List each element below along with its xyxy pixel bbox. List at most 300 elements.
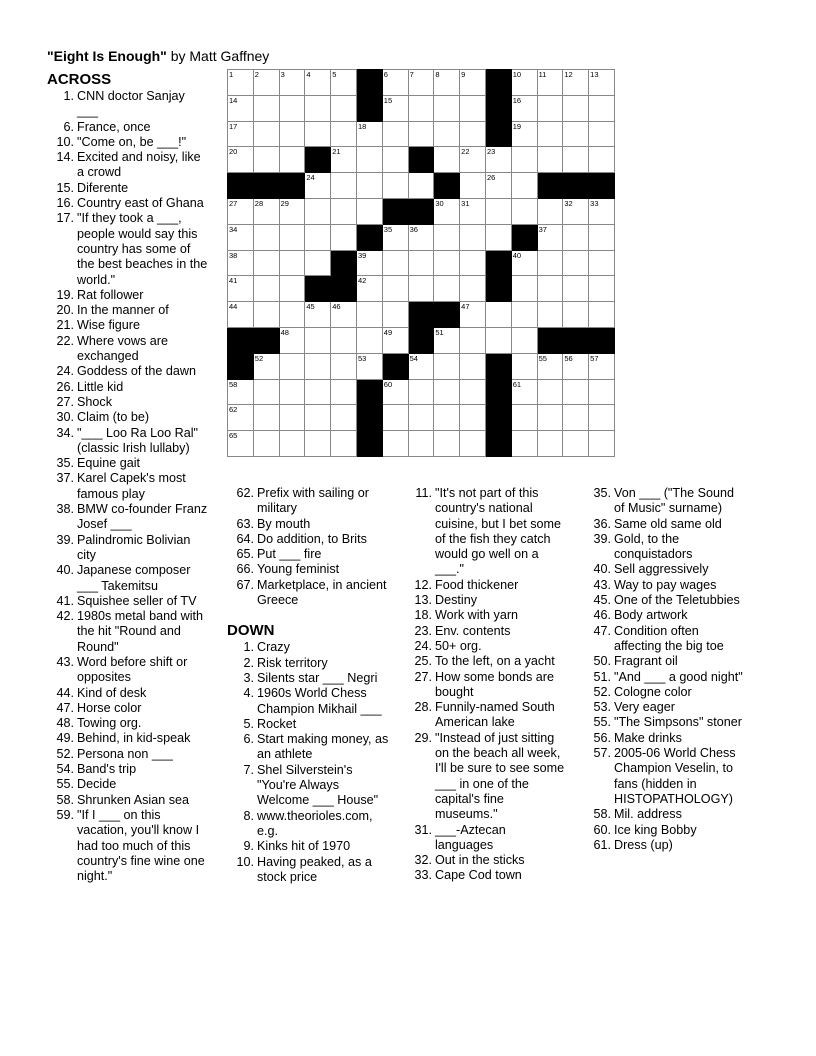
- grid-cell[interactable]: [511, 379, 537, 405]
- grid-cell[interactable]: [460, 250, 486, 276]
- clue-item[interactable]: [227, 656, 407, 671]
- clue-item[interactable]: [405, 868, 585, 883]
- grid-cell[interactable]: [460, 173, 486, 199]
- clue-item[interactable]: [47, 135, 222, 150]
- clue-item[interactable]: [584, 532, 764, 563]
- grid-cell[interactable]: [253, 276, 279, 302]
- grid-cell[interactable]: [305, 121, 331, 147]
- grid-cell[interactable]: [460, 70, 486, 96]
- grid-cell[interactable]: [589, 70, 615, 96]
- grid-cell[interactable]: [228, 405, 254, 431]
- grid-cell[interactable]: [356, 121, 382, 147]
- grid-cell[interactable]: [563, 353, 589, 379]
- grid-cell[interactable]: [485, 147, 511, 173]
- clue-item[interactable]: [47, 655, 222, 686]
- grid-cell[interactable]: [382, 302, 408, 328]
- clue-item[interactable]: [405, 731, 585, 823]
- clue-item[interactable]: [47, 150, 222, 181]
- grid-cell[interactable]: [563, 121, 589, 147]
- clue-text-line: Ice king Bobby: [614, 822, 697, 837]
- clue-item[interactable]: [227, 732, 407, 763]
- grid-cell[interactable]: [589, 224, 615, 250]
- cell-number: 58: [229, 379, 238, 389]
- grid-cell[interactable]: [589, 431, 615, 457]
- clue-item[interactable]: [405, 608, 585, 623]
- grid-cell[interactable]: [228, 379, 254, 405]
- grid-cell[interactable]: [305, 70, 331, 96]
- crossword-grid[interactable]: [227, 69, 615, 457]
- clue-item[interactable]: [405, 823, 585, 854]
- grid-cell[interactable]: [434, 250, 460, 276]
- grid-cell[interactable]: [537, 250, 563, 276]
- clue-item[interactable]: [47, 181, 222, 196]
- clue-text-line: Shrunken Asian sea: [77, 792, 190, 807]
- grid-cell[interactable]: [279, 379, 305, 405]
- grid-cell[interactable]: [408, 276, 434, 302]
- grid-cell[interactable]: [434, 70, 460, 96]
- clue-item[interactable]: [405, 853, 585, 868]
- grid-cell[interactable]: [511, 353, 537, 379]
- clue-item[interactable]: [584, 807, 764, 822]
- grid-cell[interactable]: [408, 405, 434, 431]
- grid-cell[interactable]: [460, 147, 486, 173]
- clue-item[interactable]: [584, 670, 764, 685]
- grid-cell[interactable]: [434, 147, 460, 173]
- grid-cell[interactable]: [253, 198, 279, 224]
- grid-cell[interactable]: [537, 224, 563, 250]
- clue-text-line: Condition often: [614, 623, 699, 638]
- grid-cell[interactable]: [382, 276, 408, 302]
- grid-cell[interactable]: [228, 302, 254, 328]
- grid-cell[interactable]: [228, 198, 254, 224]
- grid-cell[interactable]: [228, 250, 254, 276]
- clue-item[interactable]: [584, 731, 764, 746]
- grid-cell[interactable]: [537, 121, 563, 147]
- grid-cell[interactable]: [305, 250, 331, 276]
- grid-cell[interactable]: [563, 276, 589, 302]
- grid-cell[interactable]: [279, 353, 305, 379]
- clue-item[interactable]: [405, 700, 585, 731]
- clue-item[interactable]: [47, 380, 222, 395]
- grid-cell[interactable]: [589, 302, 615, 328]
- clue-item[interactable]: [47, 762, 222, 777]
- grid-cell[interactable]: [253, 95, 279, 121]
- grid-cell[interactable]: [279, 276, 305, 302]
- grid-cell[interactable]: [537, 276, 563, 302]
- grid-cell[interactable]: [434, 327, 460, 353]
- clue-item[interactable]: [584, 823, 764, 838]
- grid-cell[interactable]: [228, 224, 254, 250]
- grid-cell[interactable]: [279, 250, 305, 276]
- black-square: [537, 173, 563, 199]
- grid-cell[interactable]: [511, 302, 537, 328]
- clue-item[interactable]: [405, 639, 585, 654]
- grid-cell[interactable]: [460, 276, 486, 302]
- grid-cell[interactable]: [485, 302, 511, 328]
- grid-cell[interactable]: [511, 327, 537, 353]
- clue-item[interactable]: [47, 395, 222, 410]
- grid-cell[interactable]: [305, 353, 331, 379]
- clue-item[interactable]: [47, 211, 222, 287]
- grid-cell[interactable]: [331, 224, 357, 250]
- grid-cell[interactable]: [511, 95, 537, 121]
- grid-cell[interactable]: [331, 173, 357, 199]
- grid-cell[interactable]: [460, 405, 486, 431]
- grid-cell[interactable]: [537, 353, 563, 379]
- grid-cell[interactable]: [537, 405, 563, 431]
- clue-text-line: had too much of this: [77, 838, 191, 853]
- clue-number: 56.: [593, 730, 611, 745]
- clue-item[interactable]: [584, 608, 764, 623]
- grid-cell[interactable]: [563, 250, 589, 276]
- clue-text-line: Goddess of the dawn: [77, 364, 197, 379]
- grid-cell[interactable]: [305, 224, 331, 250]
- grid-cell[interactable]: [382, 250, 408, 276]
- grid-cell[interactable]: [382, 431, 408, 457]
- grid-cell[interactable]: [537, 302, 563, 328]
- grid-cell[interactable]: [408, 250, 434, 276]
- clue-item[interactable]: [47, 533, 222, 564]
- grid-cell[interactable]: [382, 147, 408, 173]
- grid-cell[interactable]: [305, 198, 331, 224]
- grid-cell[interactable]: [382, 95, 408, 121]
- clue-item[interactable]: [584, 578, 764, 593]
- clue-item[interactable]: [405, 624, 585, 639]
- grid-cell[interactable]: [279, 327, 305, 353]
- grid-cell[interactable]: [589, 405, 615, 431]
- clue-item[interactable]: [405, 486, 585, 578]
- clue-item[interactable]: [584, 624, 764, 655]
- grid-cell[interactable]: [356, 173, 382, 199]
- clue-item[interactable]: [584, 562, 764, 577]
- grid-cell[interactable]: [589, 147, 615, 173]
- cell-number: 10: [512, 70, 522, 79]
- grid-cell[interactable]: [408, 121, 434, 147]
- grid-cell[interactable]: [382, 405, 408, 431]
- grid-cell[interactable]: [253, 379, 279, 405]
- grid-cell[interactable]: [408, 173, 434, 199]
- grid-cell[interactable]: [331, 327, 357, 353]
- clue-text-line: "The Simpsons" stoner: [614, 715, 742, 730]
- clue-item[interactable]: [47, 716, 222, 731]
- clue-item[interactable]: [227, 486, 407, 517]
- clue-item[interactable]: [227, 839, 407, 854]
- grid-cell[interactable]: [253, 70, 279, 96]
- clue-item[interactable]: [47, 471, 222, 502]
- clue-text-line: Env. contents: [435, 623, 511, 638]
- grid-cell[interactable]: [253, 250, 279, 276]
- grid-cell[interactable]: [408, 224, 434, 250]
- grid-cell[interactable]: [589, 95, 615, 121]
- clue-item[interactable]: [47, 686, 222, 701]
- grid-cell[interactable]: [305, 302, 331, 328]
- grid-cell[interactable]: [460, 379, 486, 405]
- grid-cell[interactable]: [253, 121, 279, 147]
- clue-item[interactable]: [47, 563, 222, 594]
- grid-cell[interactable]: [511, 147, 537, 173]
- clue-item[interactable]: [47, 731, 222, 746]
- grid-cell[interactable]: [563, 70, 589, 96]
- grid-cell[interactable]: [382, 173, 408, 199]
- clue-item[interactable]: [47, 747, 222, 762]
- grid-cell[interactable]: [331, 147, 357, 173]
- grid-cell[interactable]: [537, 147, 563, 173]
- clue-item[interactable]: [227, 671, 407, 686]
- grid-cell[interactable]: [305, 173, 331, 199]
- grid-cell[interactable]: [279, 198, 305, 224]
- clue-item[interactable]: [47, 502, 222, 533]
- grid-cell[interactable]: [305, 327, 331, 353]
- grid-cell[interactable]: [356, 327, 382, 353]
- grid-cell[interactable]: [485, 198, 511, 224]
- grid-cell[interactable]: [356, 147, 382, 173]
- grid-cell[interactable]: [434, 353, 460, 379]
- clue-number: 17.: [56, 211, 74, 226]
- grid-cell[interactable]: [589, 276, 615, 302]
- grid-cell[interactable]: [408, 353, 434, 379]
- clue-item[interactable]: [47, 793, 222, 808]
- grid-cell[interactable]: [563, 302, 589, 328]
- clue-item[interactable]: [47, 303, 222, 318]
- clue-text-line: France, once: [77, 119, 151, 134]
- clue-item[interactable]: [227, 517, 407, 532]
- grid-cell[interactable]: [460, 121, 486, 147]
- grid-cell[interactable]: [253, 147, 279, 173]
- grid-cell[interactable]: [356, 198, 382, 224]
- grid-cell[interactable]: [279, 224, 305, 250]
- clue-item[interactable]: [227, 562, 407, 577]
- clue-item[interactable]: [227, 578, 407, 609]
- clue-text-line: the best beaches in the: [77, 257, 208, 272]
- grid-cell[interactable]: [331, 121, 357, 147]
- grid-cell[interactable]: [511, 121, 537, 147]
- grid-cell[interactable]: [279, 121, 305, 147]
- grid-cell[interactable]: [228, 276, 254, 302]
- grid-cell[interactable]: [537, 379, 563, 405]
- grid-cell[interactable]: [563, 95, 589, 121]
- clue-item[interactable]: [405, 654, 585, 669]
- clue-item[interactable]: [405, 670, 585, 701]
- clue-item[interactable]: [47, 89, 222, 120]
- clue-item[interactable]: [405, 593, 585, 608]
- grid-row: [228, 121, 615, 147]
- grid-cell[interactable]: [408, 379, 434, 405]
- grid-cell[interactable]: [382, 70, 408, 96]
- clue-item[interactable]: [47, 288, 222, 303]
- cell-number: 33: [590, 198, 599, 208]
- grid-cell[interactable]: [434, 224, 460, 250]
- grid-cell[interactable]: [563, 224, 589, 250]
- clue-item[interactable]: [227, 547, 407, 562]
- clue-item[interactable]: [47, 701, 222, 716]
- clue-number: 58.: [593, 807, 611, 822]
- grid-cell[interactable]: [305, 95, 331, 121]
- clue-text-line: Round": [77, 639, 119, 654]
- black-square: [485, 250, 511, 276]
- clue-item[interactable]: [584, 517, 764, 532]
- grid-cell[interactable]: [563, 379, 589, 405]
- grid-cell[interactable]: [356, 250, 382, 276]
- grid-cell[interactable]: [589, 379, 615, 405]
- grid-cell[interactable]: [408, 70, 434, 96]
- grid-cell[interactable]: [537, 70, 563, 96]
- grid-cell[interactable]: [511, 250, 537, 276]
- grid-cell[interactable]: [434, 95, 460, 121]
- clue-item[interactable]: [584, 715, 764, 730]
- grid-cell[interactable]: [331, 70, 357, 96]
- grid-cell[interactable]: [279, 95, 305, 121]
- grid-cell[interactable]: [356, 302, 382, 328]
- clue-item[interactable]: [227, 763, 407, 809]
- grid-cell[interactable]: [485, 224, 511, 250]
- clue-item[interactable]: [584, 593, 764, 608]
- grid-cell[interactable]: [460, 95, 486, 121]
- grid-cell[interactable]: [589, 250, 615, 276]
- clue-item[interactable]: [47, 594, 222, 609]
- clue-text-line: capital's fine: [435, 791, 504, 806]
- clue-item[interactable]: [227, 809, 407, 840]
- grid-cell[interactable]: [382, 121, 408, 147]
- cell-number: 35: [383, 224, 393, 234]
- grid-cell[interactable]: [228, 95, 254, 121]
- clue-item[interactable]: [47, 120, 222, 135]
- clue-item[interactable]: [47, 808, 222, 884]
- grid-cell[interactable]: [408, 95, 434, 121]
- clue-text-line: Start making money, as: [257, 732, 389, 747]
- grid-cell[interactable]: [460, 431, 486, 457]
- grid-cell[interactable]: [331, 198, 357, 224]
- clue-item[interactable]: [584, 654, 764, 669]
- clue-item[interactable]: [47, 334, 222, 365]
- grid-cell[interactable]: [305, 405, 331, 431]
- grid-cell[interactable]: [485, 327, 511, 353]
- clue-item[interactable]: [584, 838, 764, 853]
- grid-cell[interactable]: [408, 431, 434, 457]
- clue-number: 45.: [593, 593, 611, 608]
- grid-cell[interactable]: [253, 353, 279, 379]
- grid-cell[interactable]: [253, 224, 279, 250]
- grid-row: [228, 276, 615, 302]
- clue-item[interactable]: [47, 609, 222, 655]
- grid-cell[interactable]: [331, 379, 357, 405]
- clue-text-line: Equine gait: [77, 456, 141, 471]
- grid-cell[interactable]: [331, 302, 357, 328]
- cell-number: 62: [229, 405, 238, 415]
- clue-item[interactable]: [584, 486, 764, 517]
- grid-cell[interactable]: [382, 327, 408, 353]
- grid-cell[interactable]: [253, 431, 279, 457]
- grid-cell[interactable]: [563, 431, 589, 457]
- clue-item[interactable]: [47, 777, 222, 792]
- clue-item[interactable]: [47, 456, 222, 471]
- grid-cell[interactable]: [279, 302, 305, 328]
- clue-text-line: Body artwork: [614, 608, 688, 623]
- black-square: [356, 405, 382, 431]
- clue-item[interactable]: [584, 746, 764, 807]
- grid-cell[interactable]: [511, 431, 537, 457]
- grid-cell[interactable]: [460, 327, 486, 353]
- grid-cell[interactable]: [537, 198, 563, 224]
- grid-cell[interactable]: [382, 379, 408, 405]
- grid-cell[interactable]: [511, 198, 537, 224]
- grid-cell[interactable]: [511, 276, 537, 302]
- grid-cell[interactable]: [537, 95, 563, 121]
- grid-cell[interactable]: [485, 173, 511, 199]
- grid-cell[interactable]: [460, 198, 486, 224]
- grid-cell[interactable]: [331, 95, 357, 121]
- clue-item[interactable]: [47, 364, 222, 379]
- grid-cell[interactable]: [228, 147, 254, 173]
- grid-cell[interactable]: [460, 302, 486, 328]
- grid-cell[interactable]: [563, 147, 589, 173]
- clue-item[interactable]: [227, 532, 407, 547]
- grid-cell[interactable]: [589, 121, 615, 147]
- clue-text-line: Marketplace, in ancient: [257, 577, 387, 592]
- grid-cell[interactable]: [253, 405, 279, 431]
- grid-cell[interactable]: [434, 276, 460, 302]
- grid-cell[interactable]: [537, 431, 563, 457]
- clue-item[interactable]: [227, 855, 407, 886]
- clue-text-line: Put ___ fire: [257, 547, 322, 562]
- grid-cell[interactable]: [253, 302, 279, 328]
- cell-number: 4: [306, 70, 311, 79]
- grid-cell[interactable]: [563, 198, 589, 224]
- clue-item[interactable]: [405, 578, 585, 593]
- grid-cell[interactable]: [460, 224, 486, 250]
- grid-cell[interactable]: [589, 198, 615, 224]
- grid-cell[interactable]: [511, 70, 537, 96]
- grid-cell[interactable]: [228, 121, 254, 147]
- grid-cell[interactable]: [434, 198, 460, 224]
- grid-cell[interactable]: [563, 405, 589, 431]
- clue-item[interactable]: [584, 700, 764, 715]
- grid-cell[interactable]: [511, 173, 537, 199]
- grid-cell[interactable]: [305, 379, 331, 405]
- clue-item[interactable]: [47, 410, 222, 425]
- clue-item[interactable]: [227, 686, 407, 717]
- grid-cell[interactable]: [331, 431, 357, 457]
- grid-cell[interactable]: [356, 353, 382, 379]
- grid-cell[interactable]: [434, 121, 460, 147]
- clue-text-line: Sell aggressively: [614, 562, 709, 577]
- grid-cell[interactable]: [589, 353, 615, 379]
- grid-cell[interactable]: [279, 431, 305, 457]
- clue-item[interactable]: [584, 685, 764, 700]
- clue-item[interactable]: [227, 717, 407, 732]
- grid-cell[interactable]: [356, 276, 382, 302]
- grid-cell[interactable]: [305, 431, 331, 457]
- grid-cell[interactable]: [279, 147, 305, 173]
- clue-item[interactable]: [47, 318, 222, 333]
- grid-cell[interactable]: [228, 431, 254, 457]
- grid-cell[interactable]: [434, 379, 460, 405]
- grid-cell[interactable]: [460, 353, 486, 379]
- grid-cell[interactable]: [279, 70, 305, 96]
- grid-cell[interactable]: [331, 405, 357, 431]
- grid-cell[interactable]: [228, 70, 254, 96]
- grid-cell[interactable]: [331, 353, 357, 379]
- grid-cell[interactable]: [434, 405, 460, 431]
- grid-cell[interactable]: [279, 405, 305, 431]
- grid-cell[interactable]: [511, 405, 537, 431]
- grid-cell[interactable]: [434, 431, 460, 457]
- clue-item[interactable]: [47, 196, 222, 211]
- grid-cell[interactable]: [382, 224, 408, 250]
- clue-number: 58.: [56, 792, 74, 807]
- clue-number: 42.: [56, 609, 74, 624]
- clue-item[interactable]: [47, 426, 222, 457]
- clue-item[interactable]: [227, 640, 407, 655]
